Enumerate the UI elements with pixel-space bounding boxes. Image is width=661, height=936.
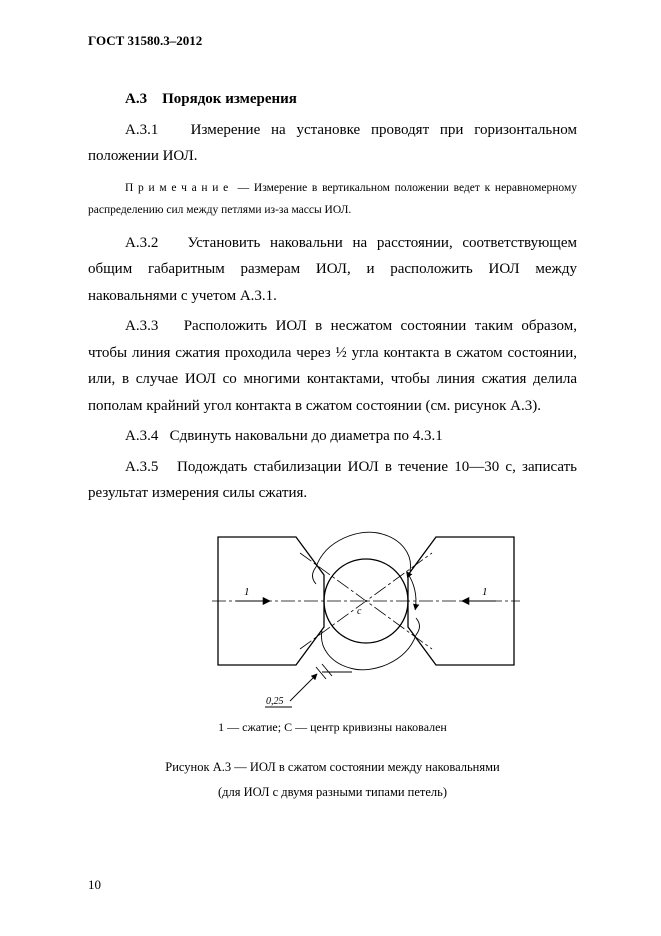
figure-a3-drawing: [210, 517, 522, 715]
figure-legend: 1 — сжатие; С — центр кривизны наковален: [218, 719, 447, 734]
haptic-tip-bottom-right: [416, 618, 420, 635]
note-paragraph: П р и м е ч а н и е — Измерение в вертикальном положении ведет к неравномерному распределению сил между петлями из-за массы ИОЛ.: [88, 181, 577, 216]
document-header: ГОСТ 31580.3–2012: [88, 33, 203, 48]
page-number: 10: [88, 877, 101, 892]
paragraph-a3-1: А.3.1 Измерение на установке проводят при горизонтальном положении ИОЛ.: [88, 121, 577, 164]
dimension-tick-2: [322, 664, 332, 676]
center-label: с: [357, 605, 362, 617]
paragraph-a3-4: А.3.4 Сдвинуть наковальни до диаметра по 4.3.1: [125, 428, 443, 444]
dimension-leader: [290, 674, 317, 701]
haptic-loop-bottom: [322, 631, 416, 670]
document-body: [88, 86, 577, 800]
section-heading: А.3 Порядок измерения: [125, 91, 297, 107]
compression-label-left: 1: [244, 585, 250, 598]
paragraph-a3-2: А.3.2 Установить наковальни на расстоянии, соответствующем общим габаритным размерам ИОЛ, и расположить ИОЛ между наковальнями с учетом А.3.1.: [88, 234, 577, 304]
dimension-label: 0,25: [266, 695, 284, 707]
compression-label-right: 1: [482, 585, 488, 598]
dimension-tick-1: [316, 667, 326, 679]
haptic-tip-top-left: [313, 567, 317, 584]
paragraph-a3-3: А.3.3 Расположить ИОЛ в несжатом состоянии таким образом, чтобы линия сжатия проходила через ½ угла контакта в сжатом состоянии, или, в случае ИОЛ со многими контактами, чтобы линия сжатия делила пополам крайний угол контакта в сжатом состоянии (см. рисунок А.3).: [88, 318, 577, 414]
figure-caption-line1: Рисунок А.3 — ИОЛ в сжатом состоянии между наковальнями: [165, 759, 500, 774]
paragraph-a3-5: А.3.5 Подождать стабилизации ИОЛ в течение 10—30 с, записать результат измерения силы сжатия.: [88, 458, 577, 501]
figure-caption-line2: (для ИОЛ с двумя разными типами петель): [217, 784, 448, 799]
haptic-loop-top: [316, 532, 410, 571]
figure-a3: [88, 517, 577, 800]
